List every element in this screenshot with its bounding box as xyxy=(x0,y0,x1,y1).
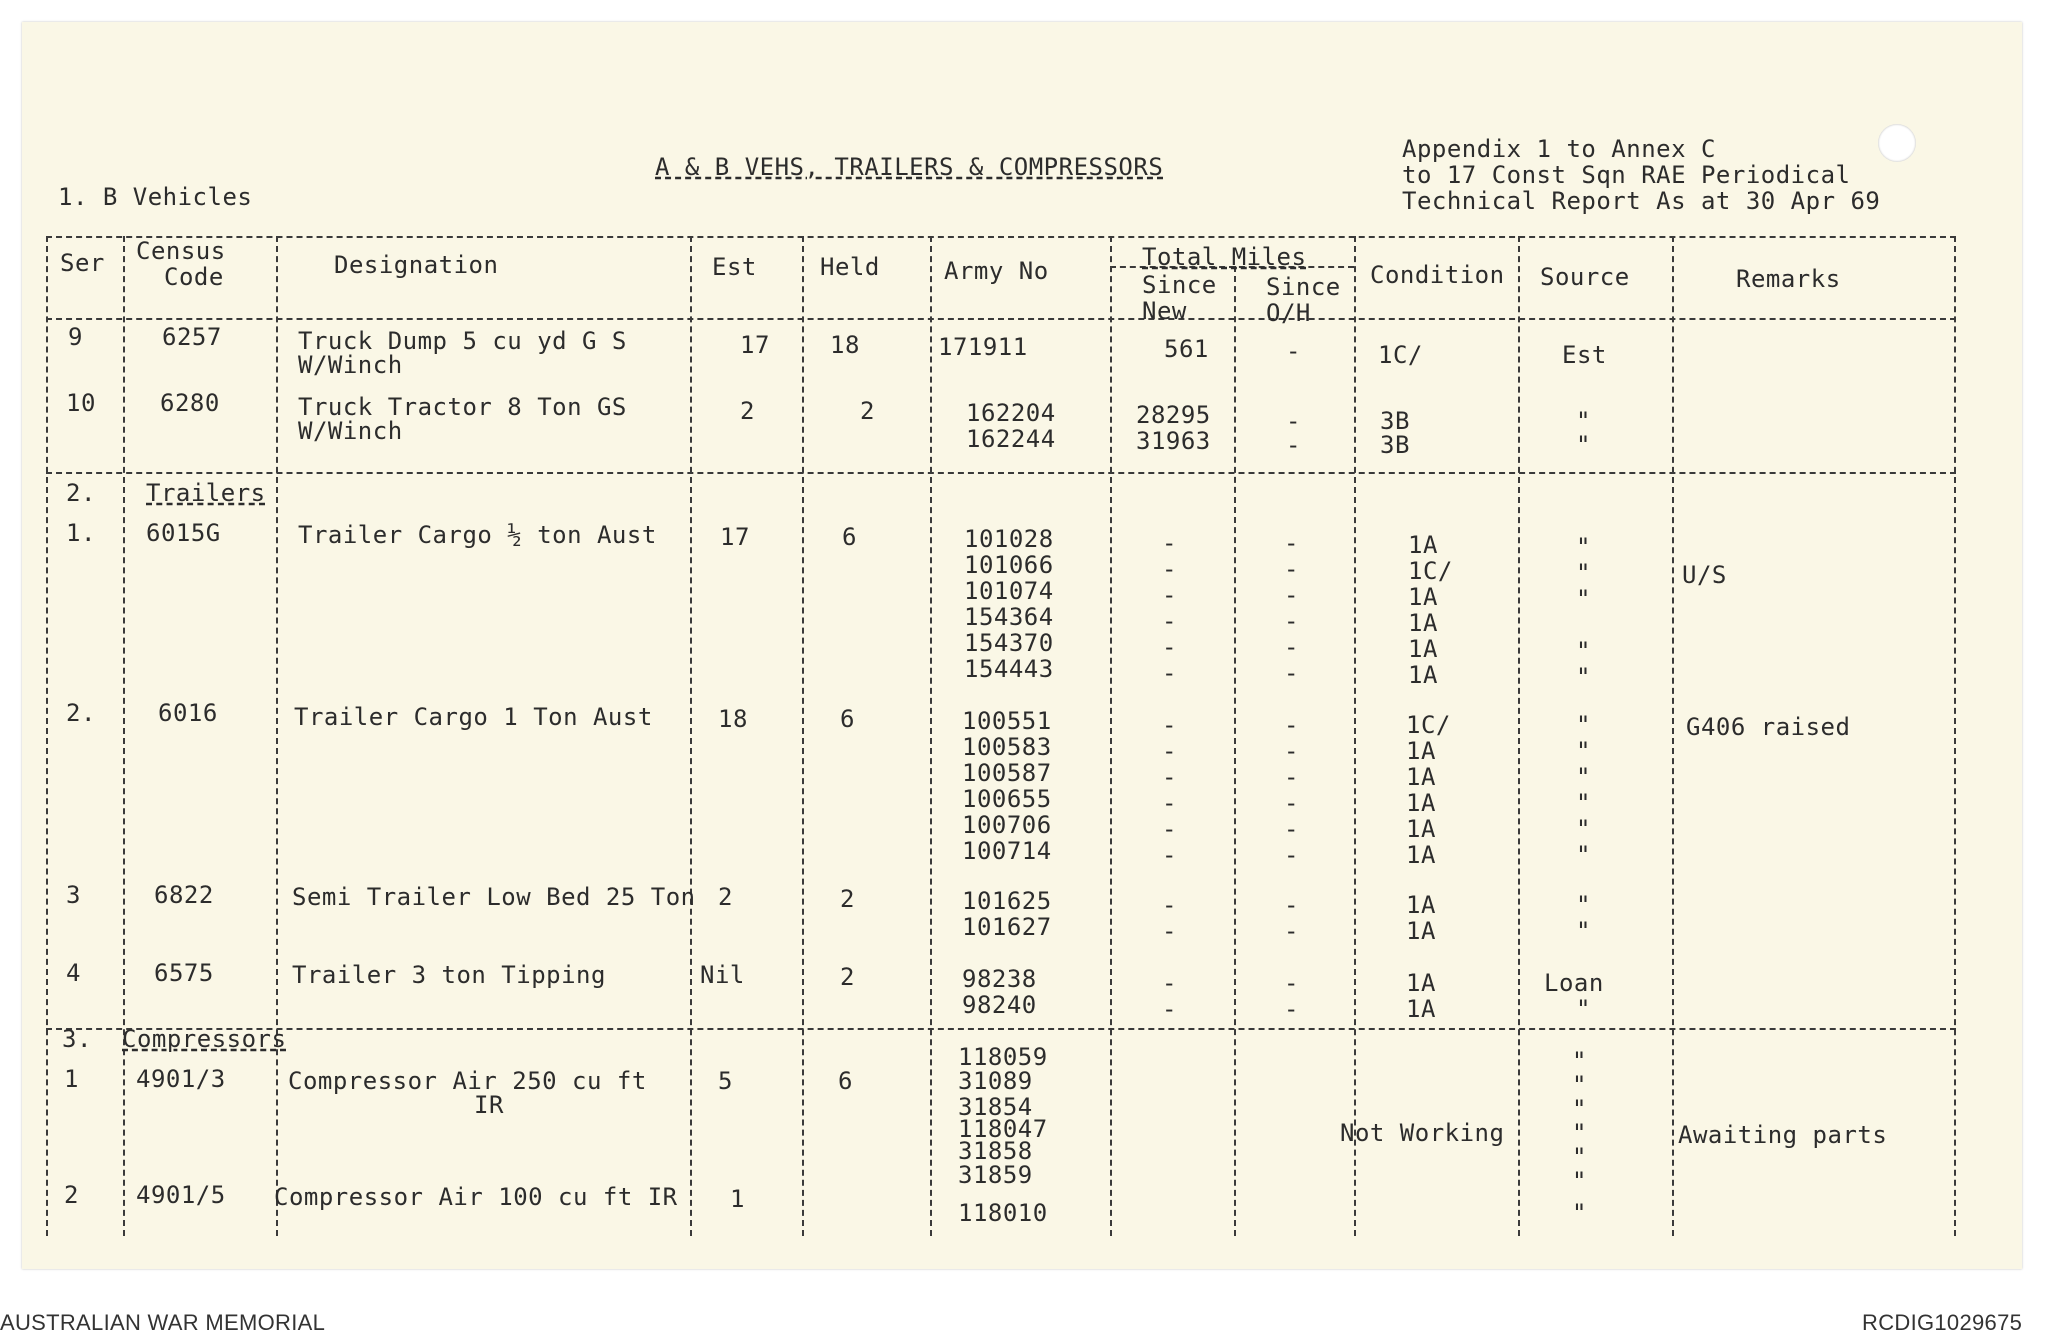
trailer-3-source-1: " xyxy=(1576,891,1591,919)
row-10-est: 2 xyxy=(740,397,755,425)
row-9-designation-2: W/Winch xyxy=(298,351,403,379)
header-army-no: Army No xyxy=(944,257,1049,285)
row-10-since-new-1: 28295 xyxy=(1136,401,1211,429)
section-divider-compressors xyxy=(46,1028,1956,1030)
header-ser: Ser xyxy=(60,249,105,277)
compressor-1-source-6: " xyxy=(1572,1167,1587,1195)
row-10-condition-2: 3B xyxy=(1380,431,1410,459)
trailer-2-condition-4: 1A xyxy=(1406,789,1436,817)
trailer-2-army-no-4: 100655 xyxy=(962,785,1052,813)
row-9-condition: 1C/ xyxy=(1378,341,1423,369)
header-designation: Designation xyxy=(334,251,499,279)
row-9-since-oh: - xyxy=(1286,337,1301,365)
trailer-4-army-no-2: 98240 xyxy=(962,991,1037,1019)
trailer-3-since-new-2: - xyxy=(1162,917,1177,945)
trailer-2-army-no-5: 100706 xyxy=(962,811,1052,839)
trailer-2-army-no-6: 100714 xyxy=(962,837,1052,865)
trailer-1-condition-4: 1A xyxy=(1408,609,1438,637)
trailer-3-held: 2 xyxy=(840,885,855,913)
trailer-3-condition-1: 1A xyxy=(1406,891,1436,919)
trailer-4-condition-2: 1A xyxy=(1406,995,1436,1023)
row-9-ser: 9 xyxy=(68,323,83,351)
trailer-2-condition-1: 1C/ xyxy=(1406,711,1451,739)
punch-hole xyxy=(1878,124,1916,162)
trailer-1-since-oh-5: - xyxy=(1284,633,1299,661)
document-title: A & B VEHS, TRAILERS & COMPRESSORS xyxy=(655,153,1164,181)
trailer-2-since-oh-6: - xyxy=(1284,841,1299,869)
header-code: Code xyxy=(164,263,224,291)
trailer-2-since-oh-2: - xyxy=(1284,737,1299,765)
trailer-2-army-no-3: 100587 xyxy=(962,759,1052,787)
trailer-4-est: Nil xyxy=(700,961,745,989)
trailer-1-source-1: " xyxy=(1576,533,1591,561)
trailer-1-condition-3: 1A xyxy=(1408,583,1438,611)
trailer-2-since-oh-3: - xyxy=(1284,763,1299,791)
trailer-2-source-3: " xyxy=(1576,763,1591,791)
trailer-4-ser: 4 xyxy=(66,959,81,987)
trailer-4-held: 2 xyxy=(840,963,855,991)
trailer-2-est: 18 xyxy=(718,705,748,733)
trailer-4-source-2: " xyxy=(1576,995,1591,1023)
header-condition: Condition xyxy=(1370,261,1505,289)
compressor-2-ser: 2 xyxy=(64,1181,79,1209)
trailer-2-source-6: " xyxy=(1576,841,1591,869)
header-est: Est xyxy=(712,253,757,281)
footer-record-id: RCDIG1029675 xyxy=(1862,1310,2023,1335)
row-10-code: 6280 xyxy=(160,389,220,417)
compressor-1-army-no-2: 31089 xyxy=(958,1067,1033,1095)
trailer-2-since-new-2: - xyxy=(1162,737,1177,765)
compressor-1-source-2: " xyxy=(1572,1071,1587,1099)
row-9-held: 18 xyxy=(830,331,860,359)
trailer-1-army-no-2: 101066 xyxy=(964,551,1054,579)
section-compressors-label: Compressors xyxy=(122,1025,287,1053)
trailer-3-code: 6822 xyxy=(154,881,214,909)
trailer-1-since-new-6: - xyxy=(1162,659,1177,687)
table-top-border xyxy=(46,236,1956,238)
compressor-1-army-no-3: 31854 xyxy=(958,1093,1033,1121)
compressor-1-army-no-1: 118059 xyxy=(958,1043,1048,1071)
col-divider-designation xyxy=(690,236,692,1236)
trailer-1-since-new-1: - xyxy=(1162,529,1177,557)
trailer-1-since-new-4: - xyxy=(1162,607,1177,635)
row-10-since-oh-2: - xyxy=(1286,431,1301,459)
row-10-army-no-1: 162204 xyxy=(966,399,1056,427)
trailer-3-since-new-1: - xyxy=(1162,891,1177,919)
col-divider-since-oh xyxy=(1354,236,1356,1236)
section-compressors-number: 3. xyxy=(62,1025,92,1053)
row-9-est: 17 xyxy=(740,331,770,359)
col-divider-since-new xyxy=(1234,266,1236,1236)
trailer-2-since-oh-1: - xyxy=(1284,711,1299,739)
trailer-4-code: 6575 xyxy=(154,959,214,987)
trailer-2-code: 6016 xyxy=(158,699,218,727)
row-10-source-2: " xyxy=(1576,431,1591,459)
section-trailers-label: Trailers xyxy=(146,479,266,507)
trailer-1-since-oh-4: - xyxy=(1284,607,1299,635)
col-divider-est xyxy=(802,236,804,1236)
row-10-condition-1: 3B xyxy=(1380,407,1410,435)
trailer-3-designation: Semi Trailer Low Bed 25 Ton xyxy=(292,883,696,911)
trailer-2-source-1: " xyxy=(1576,711,1591,739)
trailer-2-condition-3: 1A xyxy=(1406,763,1436,791)
trailer-1-since-new-3: - xyxy=(1162,581,1177,609)
trailer-4-since-oh-1: - xyxy=(1284,969,1299,997)
header-since-new-2: New xyxy=(1142,297,1187,325)
compressor-1-army-no-4: 118047 xyxy=(958,1115,1048,1143)
trailer-4-since-oh-2: - xyxy=(1284,995,1299,1023)
trailer-3-since-oh-1: - xyxy=(1284,891,1299,919)
trailer-1-designation: Trailer Cargo ½ ton Aust xyxy=(298,521,657,549)
trailer-2-since-new-6: - xyxy=(1162,841,1177,869)
appendix-line-2: to 17 Const Sqn RAE Periodical xyxy=(1402,161,1851,189)
trailer-3-ser: 3 xyxy=(66,881,81,909)
section-heading-b-vehicles: 1. B Vehicles xyxy=(58,183,253,211)
compressor-2-army-no: 118010 xyxy=(958,1199,1048,1227)
header-since-oh-1: Since xyxy=(1266,273,1341,301)
trailer-1-source-5: " xyxy=(1576,637,1591,665)
trailer-2-condition-5: 1A xyxy=(1406,815,1436,843)
compressor-1-est: 5 xyxy=(718,1067,733,1095)
trailer-1-code: 6015G xyxy=(146,519,221,547)
row-10-designation-1: Truck Tractor 8 Ton GS xyxy=(298,393,627,421)
trailer-1-est: 17 xyxy=(720,523,750,551)
row-10-army-no-2: 162244 xyxy=(966,425,1056,453)
trailer-2-condition-2: 1A xyxy=(1406,737,1436,765)
trailer-1-held: 6 xyxy=(842,523,857,551)
compressor-1-designation-2: IR xyxy=(474,1091,504,1119)
trailer-4-condition-1: 1A xyxy=(1406,969,1436,997)
compressor-1-designation-1: Compressor Air 250 cu ft xyxy=(288,1067,647,1095)
trailer-2-source-2: " xyxy=(1576,737,1591,765)
trailer-1-since-oh-1: - xyxy=(1284,529,1299,557)
compressor-1-condition: Not Working xyxy=(1340,1119,1505,1147)
header-census: Census xyxy=(136,237,226,265)
trailer-2-since-new-1: - xyxy=(1162,711,1177,739)
appendix-line-3: Technical Report As at 30 Apr 69 xyxy=(1402,187,1881,215)
trailer-2-designation: Trailer Cargo 1 Ton Aust xyxy=(294,703,653,731)
compressor-2-source: " xyxy=(1572,1199,1587,1227)
header-held: Held xyxy=(820,253,880,281)
row-9-since-new: 561 xyxy=(1164,335,1209,363)
trailer-1-ser: 1. xyxy=(66,519,96,547)
trailer-3-army-no-2: 101627 xyxy=(962,913,1052,941)
compressor-1-ser: 1 xyxy=(64,1065,79,1093)
compressor-1-source-3: " xyxy=(1572,1095,1587,1123)
compressor-2-code: 4901/5 xyxy=(136,1181,226,1209)
col-divider-army-no xyxy=(1110,236,1112,1236)
row-9-code: 6257 xyxy=(162,323,222,351)
trailer-1-source-2: " xyxy=(1576,559,1591,587)
compressor-1-code: 4901/3 xyxy=(136,1065,226,1093)
trailer-1-source-3: " xyxy=(1576,585,1591,613)
col-divider-source xyxy=(1672,236,1674,1236)
compressor-1-source-1: " xyxy=(1572,1047,1587,1075)
row-10-designation-2: W/Winch xyxy=(298,417,403,445)
trailer-4-since-new-1: - xyxy=(1162,969,1177,997)
row-9-designation-1: Truck Dump 5 cu yd G S xyxy=(298,327,627,355)
trailer-1-since-new-2: - xyxy=(1162,555,1177,583)
trailer-2-army-no-1: 100551 xyxy=(962,707,1052,735)
trailer-4-army-no-1: 98238 xyxy=(962,965,1037,993)
trailer-2-since-oh-5: - xyxy=(1284,815,1299,843)
compressor-2-designation: Compressor Air 100 cu ft IR xyxy=(274,1183,678,1211)
compressor-1-army-no-6: 31859 xyxy=(958,1161,1033,1189)
row-9-army-no: 171911 xyxy=(938,333,1028,361)
trailer-4-source-1: Loan xyxy=(1544,969,1604,997)
trailer-1-army-no-1: 101028 xyxy=(964,525,1054,553)
trailer-3-condition-2: 1A xyxy=(1406,917,1436,945)
table-header-divider xyxy=(46,318,1956,320)
col-divider-code xyxy=(276,236,278,1236)
row-10-held: 2 xyxy=(860,397,875,425)
row-10-ser: 10 xyxy=(66,389,96,417)
header-since-new-1: Since xyxy=(1142,271,1217,299)
trailer-1-army-no-3: 101074 xyxy=(964,577,1054,605)
col-divider-condition xyxy=(1518,236,1520,1236)
trailer-3-army-no-1: 101625 xyxy=(962,887,1052,915)
compressor-1-army-no-5: 31858 xyxy=(958,1137,1033,1165)
trailer-2-since-oh-4: - xyxy=(1284,789,1299,817)
trailer-2-since-new-5: - xyxy=(1162,815,1177,843)
compressor-1-held: 6 xyxy=(838,1067,853,1095)
table-border-left xyxy=(46,236,48,1236)
trailer-1-condition-1: 1A xyxy=(1408,531,1438,559)
compressor-2-est: 1 xyxy=(730,1185,745,1213)
trailer-2-remarks: G406 raised xyxy=(1686,713,1851,741)
trailer-1-army-no-5: 154370 xyxy=(964,629,1054,657)
footer-archive-name: AUSTRALIAN WAR MEMORIAL xyxy=(0,1310,326,1335)
table-border-right xyxy=(1954,236,1956,1236)
trailer-2-source-5: " xyxy=(1576,815,1591,843)
section-divider-trailers xyxy=(46,472,1956,474)
section-trailers-number: 2. xyxy=(66,479,96,507)
trailer-3-source-2: " xyxy=(1576,917,1591,945)
trailer-4-since-new-2: - xyxy=(1162,995,1177,1023)
compressor-1-source-4: " xyxy=(1572,1119,1587,1147)
trailer-1-condition-2: 1C/ xyxy=(1408,557,1453,585)
col-divider-ser xyxy=(123,236,125,1236)
trailer-2-since-new-3: - xyxy=(1162,763,1177,791)
trailer-1-army-no-6: 154443 xyxy=(964,655,1054,683)
trailer-1-army-no-4: 154364 xyxy=(964,603,1054,631)
row-10-since-new-2: 31963 xyxy=(1136,427,1211,455)
trailer-2-condition-6: 1A xyxy=(1406,841,1436,869)
trailer-1-since-oh-2: - xyxy=(1284,555,1299,583)
col-divider-held xyxy=(930,236,932,1236)
appendix-line-1: Appendix 1 to Annex C xyxy=(1402,135,1716,163)
trailer-2-source-4: " xyxy=(1576,789,1591,817)
trailer-1-remarks: U/S xyxy=(1682,561,1727,589)
header-total-miles: Total Miles xyxy=(1142,243,1307,271)
compressor-1-source-5: " xyxy=(1572,1143,1587,1171)
trailer-2-held: 6 xyxy=(840,705,855,733)
trailer-3-est: 2 xyxy=(718,883,733,911)
trailer-3-since-oh-2: - xyxy=(1284,917,1299,945)
trailer-2-ser: 2. xyxy=(66,699,96,727)
trailer-1-condition-5: 1A xyxy=(1408,635,1438,663)
header-remarks: Remarks xyxy=(1736,265,1841,293)
trailer-2-army-no-2: 100583 xyxy=(962,733,1052,761)
trailer-1-since-new-5: - xyxy=(1162,633,1177,661)
header-since-oh-2: O/H xyxy=(1266,299,1311,327)
trailer-2-since-new-4: - xyxy=(1162,789,1177,817)
trailer-1-condition-6: 1A xyxy=(1408,661,1438,689)
trailer-1-since-oh-3: - xyxy=(1284,581,1299,609)
row-10-source-1: " xyxy=(1576,407,1591,435)
compressor-1-remarks: Awaiting parts xyxy=(1678,1121,1888,1149)
header-source: Source xyxy=(1540,263,1630,291)
trailer-1-since-oh-6: - xyxy=(1284,659,1299,687)
row-10-since-oh-1: - xyxy=(1286,407,1301,435)
row-9-source: Est xyxy=(1562,341,1607,369)
trailer-4-designation: Trailer 3 ton Tipping xyxy=(292,961,606,989)
trailer-1-source-6: " xyxy=(1576,663,1591,691)
